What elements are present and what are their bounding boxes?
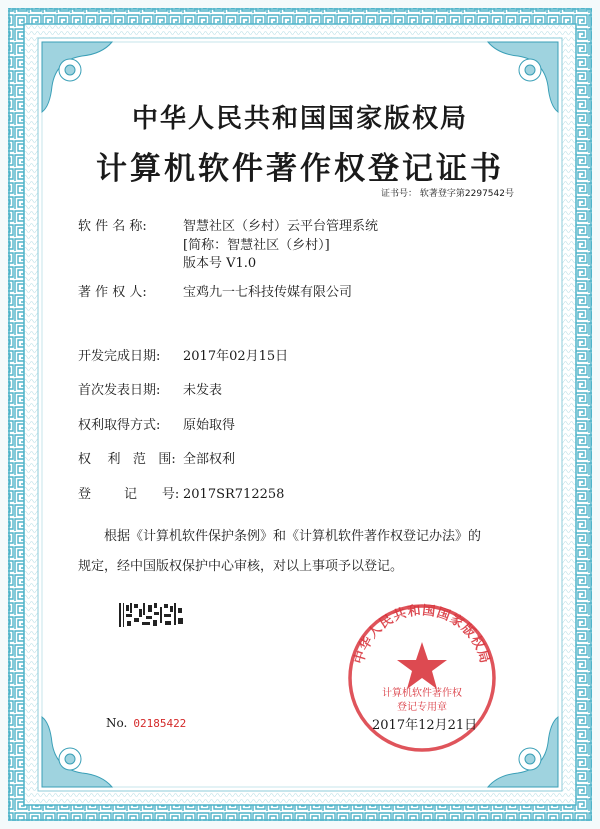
- statement-paragraph: [78, 522, 528, 582]
- seal-line-1: 计算机软件著作权: [382, 688, 462, 699]
- software-name-value: 智慧社区（乡村）云平台管理系统: [183, 219, 379, 234]
- acquire-method-row: [78, 414, 235, 433]
- software-name-label: 软 件 名 称:: [78, 219, 147, 234]
- scope-label: 权 利 范 围:: [78, 452, 176, 467]
- acquire-method-label: 权利取得方式:: [78, 418, 161, 433]
- serial-number-label: No.: [106, 716, 128, 730]
- software-version: 版本号 V1.0: [183, 256, 257, 271]
- acquire-method-value: 原始取得: [183, 418, 236, 433]
- first-publish-row: [78, 379, 222, 398]
- certificate-number-value: 软著登字第2297542号: [419, 189, 514, 199]
- registration-number-value: 2017SR712258: [183, 487, 285, 502]
- seal-line-2: 登记专用章: [397, 702, 447, 713]
- software-name-row: [78, 215, 378, 234]
- seal-star-icon: [397, 642, 447, 689]
- official-seal: [342, 598, 502, 758]
- statement-line-2: 规定，经中国版权保护中心审核，对以上事项予以登记。: [78, 559, 404, 574]
- scope-value: 全部权利: [183, 452, 236, 467]
- owner-row: [78, 281, 352, 300]
- scope-row: [78, 448, 235, 467]
- serial-number-value: 02185422: [133, 717, 187, 730]
- seal-ring-text: 中华人民共和国国家版权局: [351, 603, 493, 666]
- registration-number-row: [78, 483, 284, 502]
- owner-label: 著 作 权 人:: [78, 285, 147, 300]
- first-publish-label: 首次发表日期:: [78, 383, 161, 398]
- certificate-number-label: 证书号：: [381, 189, 418, 199]
- completion-date-row: [78, 345, 288, 364]
- qr-barcode-icon: [118, 602, 185, 628]
- owner-value: 宝鸡九一七科技传媒有限公司: [183, 285, 353, 300]
- issuing-authority: 中华人民共和国国家版权局: [131, 104, 468, 134]
- completion-date-value: 2017年02月15日: [183, 349, 289, 364]
- certificate-number: [381, 186, 514, 199]
- first-publish-value: 未发表: [183, 383, 223, 398]
- certificate-title: 计算机软件著作权登记证书: [96, 151, 504, 187]
- software-short-name: [简称：智慧社区（乡村）]: [183, 238, 330, 253]
- registration-number-label: 登 记 号:: [78, 487, 180, 502]
- statement-line-1: 根据《计算机软件保护条例》和《计算机软件著作权登记办法》的: [104, 529, 482, 544]
- serial-number: [106, 716, 186, 730]
- issue-date: 2017年12月21日: [372, 718, 478, 733]
- completion-date-label: 开发完成日期:: [78, 349, 161, 364]
